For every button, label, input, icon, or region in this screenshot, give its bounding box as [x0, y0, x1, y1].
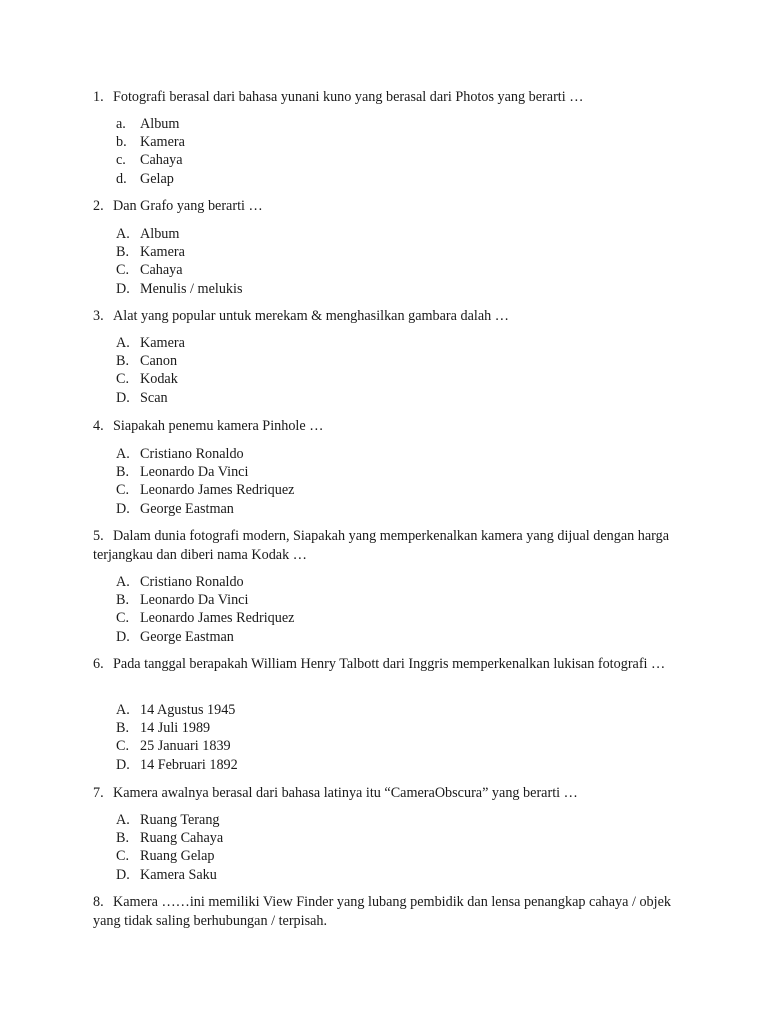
- option-text: Leonardo James Redriquez: [140, 610, 295, 627]
- option-text: Cahaya: [140, 262, 183, 279]
- option-text: Scan: [140, 389, 168, 406]
- option-item: [116, 719, 616, 737]
- option-item: [116, 847, 616, 865]
- option-item: [116, 261, 616, 279]
- option-text: Cahaya: [140, 152, 183, 169]
- option-item: [116, 370, 616, 388]
- option-letter: D.: [116, 866, 130, 883]
- option-letter: C.: [116, 610, 130, 627]
- option-letter: B.: [116, 244, 130, 261]
- option-item: [116, 445, 616, 463]
- option-text: 14 Februari 1892: [140, 756, 238, 773]
- option-item: [116, 334, 616, 352]
- options-list-6: [116, 701, 616, 774]
- option-text: Kamera Saku: [140, 866, 217, 883]
- question-text: Kamera ……ini memiliki View Finder yang lubang pembidik dan lensa penangkap cahaya / objek yang tidak saling berhubungan / terpisah.: [93, 894, 671, 929]
- option-letter: C.: [116, 482, 130, 499]
- option-item: [116, 389, 616, 407]
- option-text: 25 Januari 1839: [140, 738, 231, 755]
- option-item: [116, 756, 616, 774]
- question-3: [93, 307, 683, 326]
- option-item: [116, 609, 616, 627]
- question-text: Alat yang popular untuk merekam & menghasilkan gambara dalah …: [113, 308, 509, 324]
- options-list-7: [116, 811, 616, 884]
- option-item: [116, 811, 616, 829]
- option-letter: B.: [116, 464, 130, 481]
- option-text: Canon: [140, 353, 178, 370]
- option-item: [116, 170, 616, 188]
- option-text: Kamera: [140, 244, 185, 261]
- options-list-2: [116, 225, 616, 298]
- option-item: [116, 481, 616, 499]
- option-item: [116, 737, 616, 755]
- option-item: [116, 701, 616, 719]
- option-text: 14 Juli 1989: [140, 720, 211, 737]
- question-text: Dalam dunia fotografi modern, Siapakah yang memperkenalkan kamera yang dijual dengan harga terjangkau dan diberi nama Kodak …: [93, 528, 670, 563]
- option-text: George Eastman: [140, 628, 234, 645]
- option-item: [116, 829, 616, 847]
- options-list-4: [116, 445, 616, 518]
- option-letter: A.: [116, 335, 130, 351]
- option-text: Cristiano Ronaldo: [140, 574, 244, 590]
- question-number: 4.: [93, 418, 104, 434]
- option-letter: C.: [116, 371, 130, 388]
- option-letter: A.: [116, 812, 130, 828]
- question-4: [93, 417, 683, 436]
- options-list-5: [116, 573, 616, 646]
- question-7: [93, 784, 683, 803]
- question-number: 3.: [93, 308, 104, 324]
- option-text: Gelap: [140, 170, 174, 187]
- option-letter: c.: [116, 152, 126, 169]
- option-text: Cristiano Ronaldo: [140, 446, 244, 462]
- option-item: [116, 133, 616, 151]
- option-item: [116, 463, 616, 481]
- option-text: Leonardo Da Vinci: [140, 592, 249, 609]
- option-item: [116, 243, 616, 261]
- option-letter: A.: [116, 446, 130, 462]
- option-item: [116, 151, 616, 169]
- option-text: Menulis / melukis: [140, 280, 243, 297]
- option-letter: D.: [116, 280, 130, 297]
- question-1: [93, 88, 683, 107]
- option-letter: D.: [116, 500, 130, 517]
- question-text: Pada tanggal berapakah William Henry Talbott dari Inggris memperkenalkan lukisan fotografi …: [113, 656, 666, 672]
- option-text: Album: [140, 116, 180, 132]
- option-letter: A.: [116, 702, 130, 718]
- option-text: 14 Agustus 1945: [140, 702, 236, 718]
- option-item: [116, 115, 616, 133]
- option-letter: D.: [116, 389, 130, 406]
- option-letter: D.: [116, 756, 130, 773]
- option-item: [116, 866, 616, 884]
- option-letter: b.: [116, 134, 127, 151]
- option-text: Leonardo James Redriquez: [140, 482, 295, 499]
- option-text: Ruang Cahaya: [140, 830, 224, 847]
- option-text: Kodak: [140, 371, 178, 388]
- option-item: [116, 225, 616, 243]
- option-letter: C.: [116, 848, 130, 865]
- question-number: 1.: [93, 89, 104, 105]
- question-text: Fotografi berasal dari bahasa yunani kuno yang berasal dari Photos yang berarti …: [113, 89, 584, 105]
- option-letter: C.: [116, 738, 130, 755]
- option-letter: B.: [116, 592, 130, 609]
- question-6: [93, 655, 683, 674]
- question-number: 8.: [93, 894, 104, 910]
- question-text: Kamera awalnya berasal dari bahasa latinya itu “CameraObscura” yang berarti …: [113, 785, 578, 801]
- option-item: [116, 500, 616, 518]
- option-text: Kamera: [140, 134, 185, 151]
- question-number: 6.: [93, 656, 104, 672]
- option-text: Ruang Terang: [140, 812, 220, 828]
- option-letter: C.: [116, 262, 130, 279]
- option-text: Kamera: [140, 335, 185, 351]
- option-letter: D.: [116, 628, 130, 645]
- option-item: [116, 352, 616, 370]
- option-text: Leonardo Da Vinci: [140, 464, 249, 481]
- question-number: 2.: [93, 198, 104, 214]
- option-letter: A.: [116, 226, 130, 242]
- option-item: [116, 573, 616, 591]
- option-item: [116, 628, 616, 646]
- option-letter: B.: [116, 353, 130, 370]
- options-list-3: [116, 334, 616, 407]
- question-8: [93, 893, 683, 930]
- option-text: Album: [140, 226, 180, 242]
- option-letter: d.: [116, 170, 127, 187]
- option-letter: B.: [116, 830, 130, 847]
- question-5: [93, 527, 683, 564]
- option-text: Ruang Gelap: [140, 848, 215, 865]
- option-item: [116, 280, 616, 298]
- question-2: [93, 197, 683, 216]
- option-letter: A.: [116, 574, 130, 590]
- option-item: [116, 591, 616, 609]
- question-text: Siapakah penemu kamera Pinhole …: [113, 418, 324, 434]
- option-letter: a.: [116, 116, 126, 132]
- options-list-1: [116, 115, 616, 188]
- question-number: 5.: [93, 528, 104, 544]
- question-text: Dan Grafo yang berarti …: [113, 198, 263, 214]
- option-text: George Eastman: [140, 500, 234, 517]
- option-letter: B.: [116, 720, 130, 737]
- question-number: 7.: [93, 785, 104, 801]
